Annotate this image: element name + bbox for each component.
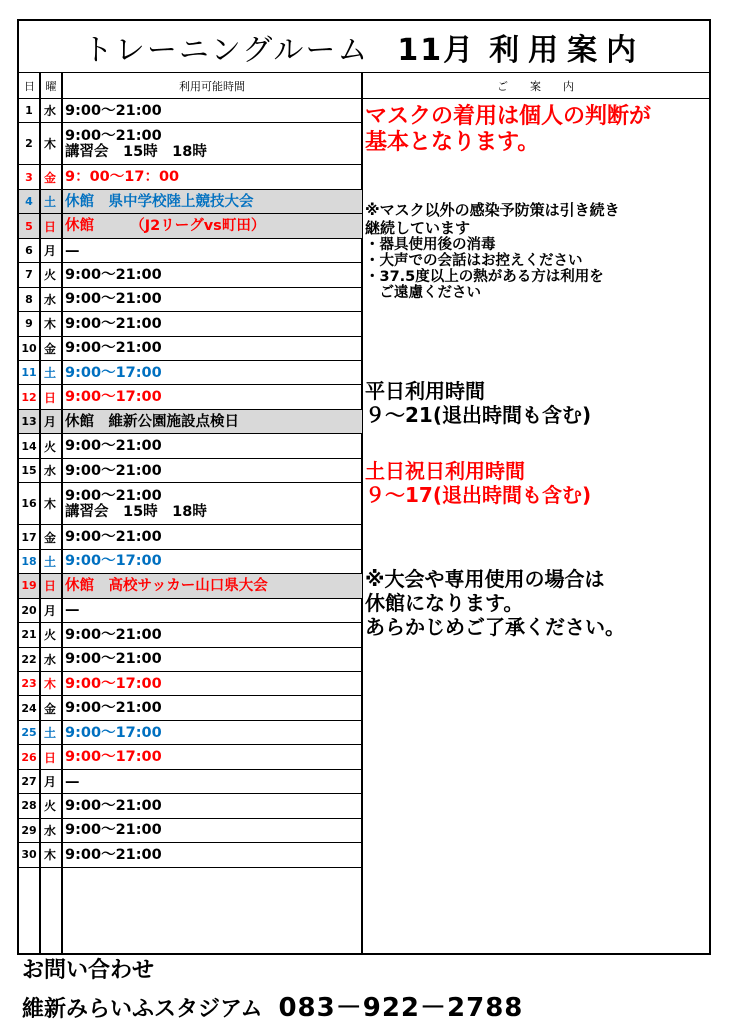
row-divider <box>61 721 63 745</box>
row-day: 18 <box>21 554 37 568</box>
row-day: 3 <box>25 170 33 184</box>
row-hours: 休館 （J2リーグvs町田） <box>65 218 266 235</box>
row-divider <box>39 386 41 410</box>
row-divider <box>39 99 41 123</box>
title-rest: 利用案内 <box>489 32 646 68</box>
row-divider <box>61 123 63 165</box>
schedule-row <box>19 263 362 287</box>
infection-measures <box>365 201 709 301</box>
schedule-row <box>19 819 362 843</box>
row-weekday: 金 <box>43 341 56 356</box>
row-hours: — <box>65 242 80 259</box>
row-hours: 9:00～17:00 <box>65 749 162 766</box>
event-notice-line: ※大会や専用使用の場合は <box>365 567 605 591</box>
schedule-row <box>19 525 362 549</box>
row-divider <box>39 745 41 769</box>
mask-notice <box>365 104 709 156</box>
schedule-row <box>19 99 362 123</box>
row-divider <box>61 190 63 214</box>
row-weekday: 水 <box>43 823 56 838</box>
row-day: 15 <box>21 464 37 478</box>
row-day: 20 <box>21 603 37 617</box>
header-dow: 曜 <box>40 73 62 99</box>
row-weekday: 金 <box>43 530 56 545</box>
schedule-row <box>19 483 362 525</box>
row-hours: 休館 維新公園施設点検日 <box>65 413 239 430</box>
row-hours: 9：00～17：00 <box>65 169 180 186</box>
row-weekday: 火 <box>43 439 56 454</box>
row-weekday: 火 <box>43 268 56 283</box>
row-weekday: 金 <box>43 170 56 185</box>
row-divider <box>39 361 41 385</box>
row-hours: 9:00～21:00 <box>65 102 162 119</box>
row-day: 6 <box>25 244 33 258</box>
inquiry-label: お問い合わせ <box>22 958 155 983</box>
row-weekday: 木 <box>43 677 56 692</box>
row-hours: 9:00～17:00 <box>65 553 162 570</box>
schedule-sheet <box>17 19 711 955</box>
header-day: 日 <box>19 73 40 99</box>
row-divider <box>39 819 41 843</box>
weekend-hours-title: 土日祝日利用時間 <box>365 459 525 483</box>
row-weekday: 日 <box>43 579 56 594</box>
schedule-row <box>19 239 362 263</box>
row-weekday: 金 <box>43 701 56 716</box>
row-day: 16 <box>21 497 37 511</box>
row-divider <box>39 337 41 361</box>
row-day: 22 <box>21 652 37 666</box>
schedule-row <box>19 386 362 410</box>
row-divider <box>61 745 63 769</box>
weekday-hours <box>365 379 709 427</box>
event-notice-line: 休館になります。 <box>365 591 524 615</box>
row-weekday: 土 <box>43 554 56 569</box>
row-divider <box>61 648 63 672</box>
title-main: トレーニングルーム <box>82 32 370 68</box>
row-divider <box>61 623 63 647</box>
row-divider <box>61 483 63 525</box>
page-title <box>19 21 709 73</box>
row-day: 29 <box>21 823 37 837</box>
row-weekday: 日 <box>43 219 56 234</box>
row-divider <box>61 263 63 287</box>
schedule-row <box>19 648 362 672</box>
row-day: 1 <box>25 104 33 118</box>
row-lecture: 講習会 15時 18時 <box>65 503 207 520</box>
schedule-row <box>19 574 362 598</box>
row-divider <box>39 648 41 672</box>
row-hours: 9:00～17:00 <box>65 675 162 692</box>
schedule-row <box>19 190 362 214</box>
row-weekday: 木 <box>43 848 56 863</box>
row-divider <box>61 794 63 818</box>
row-divider <box>61 550 63 574</box>
row-divider <box>39 574 41 598</box>
row-weekday: 木 <box>43 317 56 332</box>
row-divider <box>61 337 63 361</box>
row-divider <box>61 312 63 336</box>
row-weekday: 水 <box>43 464 56 479</box>
row-divider <box>61 459 63 483</box>
row-hours: 9:00～21:00 <box>65 340 162 357</box>
row-weekday: 土 <box>43 366 56 381</box>
row-divider <box>39 483 41 525</box>
row-divider <box>39 123 41 165</box>
row-hours: 9:00～17:00 <box>65 364 162 381</box>
row-hours: 9:00～21:00 <box>65 462 162 479</box>
header-info: ご 案 内 <box>362 73 709 99</box>
row-divider <box>39 770 41 794</box>
measure-item: ・器具使用後の消毒 <box>365 237 496 253</box>
schedule-row <box>19 745 362 769</box>
event-closure-notice <box>365 567 709 639</box>
schedule-row <box>19 623 362 647</box>
row-divider <box>61 410 63 434</box>
schedule-row <box>19 599 362 623</box>
row-divider <box>61 574 63 598</box>
contact-line <box>22 990 523 1028</box>
measures-intro-line: 継続しています <box>365 219 471 237</box>
row-hours: 9:00～21:00 <box>65 846 162 863</box>
row-divider <box>39 190 41 214</box>
row-divider <box>39 843 41 867</box>
row-hours: — <box>65 773 80 790</box>
row-hours: 9:00～21:00 <box>65 700 162 717</box>
row-day: 7 <box>25 268 33 282</box>
row-hours: 9:00～21:00 <box>65 438 162 455</box>
row-weekday: 木 <box>43 497 56 512</box>
schedule-row <box>19 843 362 867</box>
title-month: 11月 <box>397 32 476 68</box>
row-hours: 9:00～21:00 <box>65 651 162 668</box>
row-divider <box>39 623 41 647</box>
row-day: 28 <box>21 799 37 813</box>
row-divider <box>61 525 63 549</box>
schedule-row <box>19 214 362 238</box>
phone-number: 083－922－2788 <box>278 993 524 1023</box>
row-hours <box>65 483 361 524</box>
measures-intro-line: ※マスク以外の感染予防策は引き続き <box>365 201 620 219</box>
row-weekday: 土 <box>43 195 56 210</box>
row-divider <box>61 770 63 794</box>
weekday-hours-value: ９～21(退出時間も含む) <box>365 403 592 427</box>
schedule-row <box>19 721 362 745</box>
row-divider <box>39 312 41 336</box>
row-divider <box>39 599 41 623</box>
row-hours: 9:00～21:00 <box>65 822 162 839</box>
row-weekday: 月 <box>43 415 56 430</box>
header-time: 利用可能時間 <box>62 73 362 99</box>
row-divider <box>39 550 41 574</box>
row-weekday: 月 <box>43 775 56 790</box>
row-divider <box>61 386 63 410</box>
row-day: 12 <box>21 390 37 404</box>
row-day: 4 <box>25 195 33 209</box>
weekend-hours <box>365 459 709 507</box>
row-divider <box>61 672 63 696</box>
schedule-row <box>19 410 362 434</box>
row-weekday: 土 <box>43 726 56 741</box>
row-day: 9 <box>25 317 33 331</box>
row-day: 11 <box>21 366 37 380</box>
row-weekday: 日 <box>43 750 56 765</box>
row-day: 17 <box>21 530 37 544</box>
row-weekday: 木 <box>43 137 56 152</box>
row-weekday: 日 <box>43 390 56 405</box>
mask-notice-line: マスクの着用は個人の判断が <box>365 104 652 129</box>
schedule-row <box>19 361 362 385</box>
row-hours: 9:00～17:00 <box>65 389 162 406</box>
event-notice-line: あらかじめご了承ください。 <box>365 615 625 639</box>
row-hours <box>65 123 361 164</box>
row-hours: 休館 県中学校陸上競技大会 <box>65 193 254 210</box>
row-divider <box>39 263 41 287</box>
row-divider <box>39 794 41 818</box>
row-divider <box>61 214 63 238</box>
row-weekday: 火 <box>43 799 56 814</box>
row-hours-time: 9:00～21:00 <box>65 127 162 144</box>
row-divider <box>39 459 41 483</box>
row-day: 27 <box>21 775 37 789</box>
row-divider <box>39 288 41 312</box>
schedule-row <box>19 337 362 361</box>
row-divider <box>39 696 41 720</box>
row-day: 19 <box>21 579 37 593</box>
row-weekday: 水 <box>43 652 56 667</box>
row-divider <box>61 239 63 263</box>
row-divider <box>61 165 63 189</box>
row-divider <box>39 434 41 458</box>
row-hours: 9:00～21:00 <box>65 529 162 546</box>
row-divider <box>39 214 41 238</box>
row-divider <box>61 99 63 123</box>
row-hours: — <box>65 602 80 619</box>
weekday-hours-title: 平日利用時間 <box>365 379 485 403</box>
row-day: 10 <box>21 341 37 355</box>
row-divider <box>39 165 41 189</box>
schedule-row <box>19 696 362 720</box>
row-weekday: 火 <box>43 628 56 643</box>
row-day: 8 <box>25 292 33 306</box>
row-day: 13 <box>21 415 37 429</box>
row-hours: 9:00～21:00 <box>65 315 162 332</box>
row-day: 5 <box>25 219 33 233</box>
mask-notice-line: 基本となります。 <box>365 130 540 155</box>
row-day: 2 <box>25 137 33 151</box>
weekend-hours-value: ９～17(退出時間も含む) <box>365 483 592 507</box>
measure-item: ・大声での会話はお控えください <box>365 253 583 269</box>
row-divider <box>61 819 63 843</box>
row-day: 14 <box>21 439 37 453</box>
row-day: 21 <box>21 628 37 642</box>
row-weekday: 水 <box>43 104 56 119</box>
row-divider <box>39 525 41 549</box>
row-divider <box>39 410 41 434</box>
schedule-row <box>19 288 362 312</box>
measure-item: ご遠慮ください <box>365 285 481 301</box>
schedule-row <box>19 165 362 189</box>
row-hours: 休館 高校サッカー山口県大会 <box>65 577 268 594</box>
contact-footer <box>22 956 523 1028</box>
schedule-row <box>19 434 362 458</box>
row-hours-time: 9:00～21:00 <box>65 487 162 504</box>
row-day: 23 <box>21 677 37 691</box>
venue-name: 維新みらいふスタジアム <box>22 997 263 1022</box>
row-hours: 9:00～21:00 <box>65 626 162 643</box>
row-hours: 9:00～21:00 <box>65 797 162 814</box>
row-weekday: 月 <box>43 244 56 259</box>
row-weekday: 月 <box>43 603 56 618</box>
row-hours: 9:00～17:00 <box>65 724 162 741</box>
row-divider <box>61 361 63 385</box>
row-day: 30 <box>21 848 37 862</box>
row-divider <box>61 696 63 720</box>
row-divider <box>39 239 41 263</box>
row-divider <box>61 434 63 458</box>
measure-item: ・37.5度以上の熱がある方は利用を <box>365 269 604 285</box>
row-hours: 9:00～21:00 <box>65 291 162 308</box>
schedule-row <box>19 459 362 483</box>
row-lecture: 講習会 15時 18時 <box>65 143 207 160</box>
row-divider <box>61 599 63 623</box>
schedule-row <box>19 123 362 165</box>
schedule-row <box>19 672 362 696</box>
row-day: 24 <box>21 701 37 715</box>
row-day: 25 <box>21 726 37 740</box>
row-divider <box>39 672 41 696</box>
schedule-row <box>19 770 362 794</box>
row-divider <box>61 843 63 867</box>
schedule-row <box>19 312 362 336</box>
row-divider <box>61 288 63 312</box>
row-divider <box>39 721 41 745</box>
row-weekday: 水 <box>43 292 56 307</box>
schedule-row <box>19 550 362 574</box>
row-day: 26 <box>21 750 37 764</box>
schedule-row <box>19 794 362 818</box>
row-hours: 9:00～21:00 <box>65 266 162 283</box>
